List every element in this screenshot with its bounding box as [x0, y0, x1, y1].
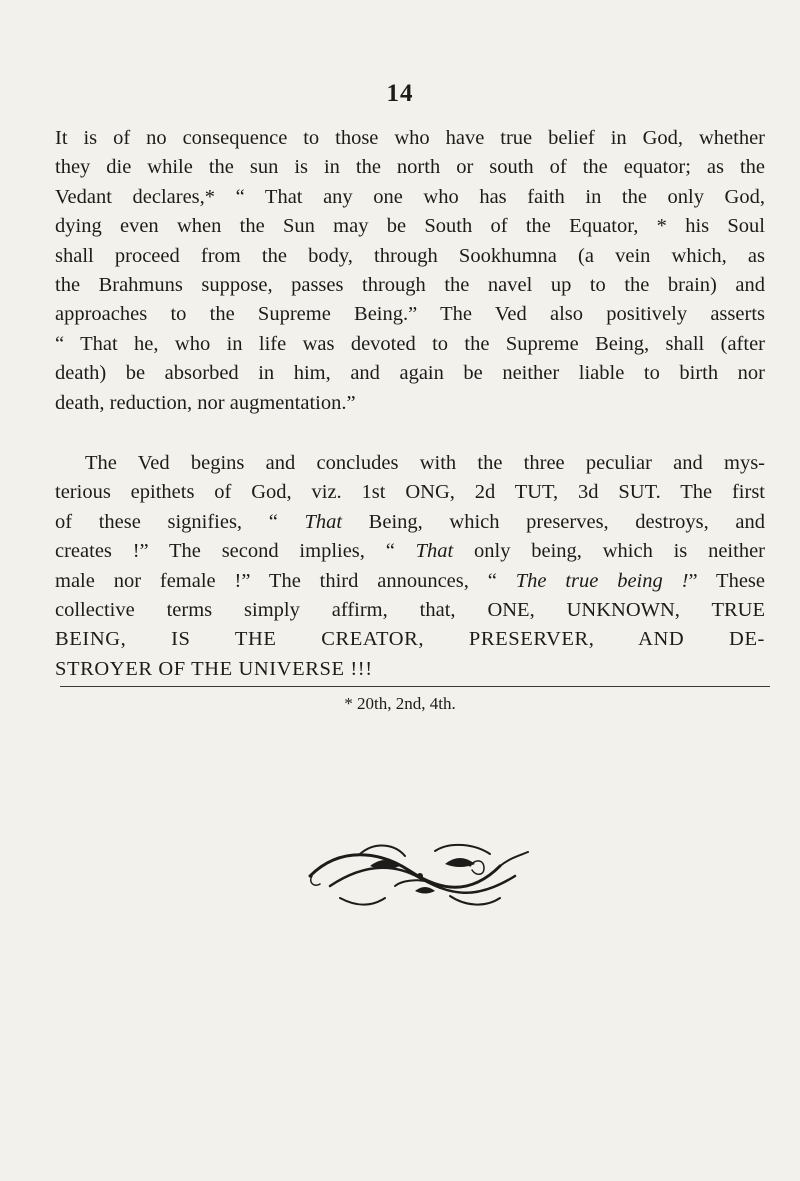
text-run: Being, which preserves, destroys, and: [342, 510, 765, 533]
text-line-with-italic: [55, 508, 765, 537]
text-line: Vedant declares,* “ That any one who has faith in the only God,: [55, 185, 765, 208]
text-run: male nor female !” The third announces, “: [55, 569, 516, 592]
text-line: The Ved begins and concludes with the three peculiar and mys-: [85, 452, 765, 474]
text-line: death, reduction, nor augmentation.”: [55, 391, 356, 414]
text-line: shall proceed from the body, through Sookhumna (a vein which, as: [55, 244, 765, 267]
text-line: dying even when the Sun may be South of the Equator, * his Soul: [55, 215, 765, 238]
italic-emphasis: That: [415, 540, 454, 563]
paragraph-2: [55, 449, 765, 684]
italic-emphasis: That: [304, 510, 343, 533]
italic-emphasis: The true being !: [515, 569, 689, 592]
text-line-caps: STROYER OF THE UNIVERSE !!!: [55, 657, 373, 680]
footnote: * 20th, 2nd, 4th.: [344, 694, 456, 713]
text-line-with-italic: [55, 567, 765, 596]
text-line-caps: BEING, IS THE CREATOR, PRESERVER, AND DE-: [55, 628, 765, 651]
text-run: only being, which is neither: [453, 540, 765, 563]
footnote-rule: [60, 686, 770, 687]
text-line: death) be absorbed in him, and again be neither liable to birth nor: [55, 362, 765, 385]
paragraph-1: [55, 124, 765, 418]
tailpiece-ornament-icon: [300, 836, 540, 916]
text-line: “ That he, who in life was devoted to the Supreme Being, shall (after: [55, 332, 765, 355]
text-line: approaches to the Supreme Being.” The Ved also positively asserts: [55, 303, 765, 326]
text-line: they die while the sun is in the north or south of the equator; as the: [55, 156, 765, 179]
page-number: 14: [386, 80, 414, 107]
text-line: terious epithets of God, viz. 1st ONG, 2d TUT, 3d SUT. The first: [55, 481, 765, 504]
text-run: ” These: [688, 569, 765, 592]
text-run: creates !” The second implies, “: [55, 540, 416, 563]
text-run: of these signifies, “: [55, 510, 305, 533]
text-line: It is of no consequence to those who have true belief in God, whether: [55, 127, 765, 149]
text-line-with-italic: [55, 537, 765, 566]
text-line: collective terms simply affirm, that, ONE, UNKNOWN, TRUE: [55, 599, 765, 622]
text-line: the Brahmuns suppose, passes through the navel up to the brain) and: [55, 274, 765, 297]
